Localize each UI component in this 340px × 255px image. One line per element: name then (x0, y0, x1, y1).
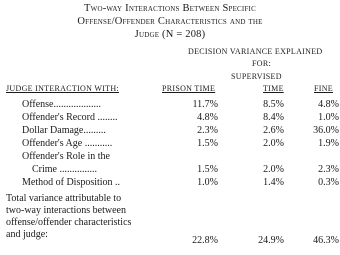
total-prison-time: 22.8% (192, 235, 218, 246)
cell-supervised-time: 2.6% (263, 125, 284, 136)
cell-supervised-time: 2.0% (263, 138, 284, 149)
total-fine: 46.3% (313, 235, 339, 246)
cell-fine: 2.3% (318, 164, 339, 175)
row-label: Dollar Damage......... (22, 125, 106, 136)
row-label: Offender's Role in the (22, 151, 110, 162)
cell-prison-time: 2.3% (197, 125, 218, 136)
row-label: Crime ............... (22, 164, 97, 175)
cell-prison-time: 4.8% (197, 112, 218, 123)
decision-variance-for: FOR: (252, 59, 271, 68)
cell-fine: 0.3% (318, 177, 339, 188)
cell-prison-time: 11.7% (192, 99, 218, 110)
supervised-header: SUPERVISED (231, 72, 282, 81)
col-header-prison-time: PRISON TIME (162, 84, 216, 93)
cell-prison-time: 1.5% (197, 164, 218, 175)
cell-supervised-time: 1.4% (263, 177, 284, 188)
col-header-fine: FINE (314, 84, 333, 93)
cell-fine: 4.8% (318, 99, 339, 110)
total-supervised-time: 24.9% (258, 235, 284, 246)
cell-supervised-time: 8.4% (263, 112, 284, 123)
cell-supervised-time: 8.5% (263, 99, 284, 110)
row-label: Offense................... (22, 99, 101, 110)
cell-supervised-time: 2.0% (263, 164, 284, 175)
row-header-judge-interaction: JUDGE INTERACTION WITH: (6, 84, 119, 93)
cell-fine: 1.9% (318, 138, 339, 149)
title-line-1: Two-way Interactions Between Specific (84, 3, 256, 14)
cell-fine: 36.0% (313, 125, 339, 136)
cell-prison-time: 1.0% (197, 177, 218, 188)
cell-fine: 1.0% (318, 112, 339, 123)
title-line-2: Offense/Offender Characteristics and the (77, 16, 263, 27)
title-line-3: Judge (N = 208) (134, 29, 206, 40)
total-label-line-4: and judge: (6, 229, 48, 240)
total-label-line-1: Total variance attributable to (6, 193, 122, 204)
total-label-line-3: offense/offender characteristics (6, 217, 132, 228)
total-label-line-2: two-way interactions between (6, 205, 126, 216)
decision-variance-header: DECISION VARIANCE EXPLAINED (188, 47, 323, 56)
cell-prison-time: 1.5% (197, 138, 218, 149)
row-label: Method of Disposition .. (22, 177, 121, 188)
row-label: Offender's Age ........... (22, 138, 113, 149)
row-label: Offender's Record ........ (22, 112, 118, 123)
col-header-supervised-time: TIME (263, 84, 284, 93)
